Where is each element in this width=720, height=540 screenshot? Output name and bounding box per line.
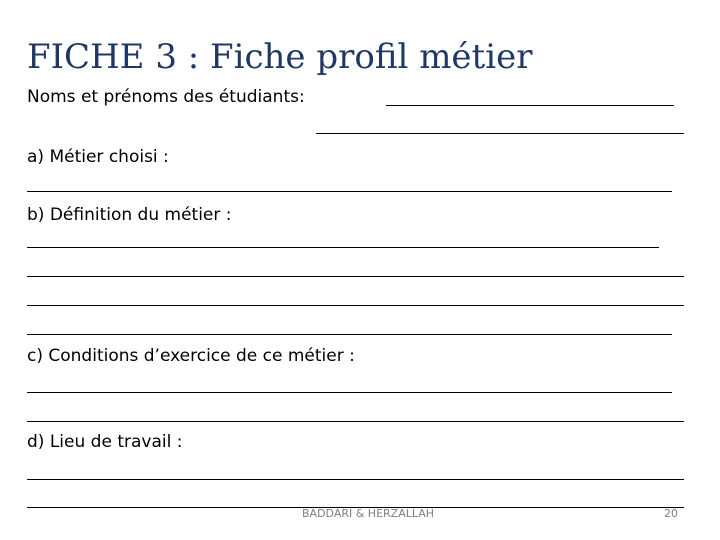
section-b-line-2[interactable] bbox=[27, 276, 684, 277]
section-b-line-1[interactable] bbox=[27, 247, 659, 248]
students-names-label: Noms et prénoms des étudiants: bbox=[27, 87, 305, 107]
section-c-label: c) Conditions d’exercice de ce métier : bbox=[27, 346, 355, 366]
section-d-label: d) Lieu de travail : bbox=[27, 432, 183, 452]
section-b-line-3[interactable] bbox=[27, 305, 684, 306]
section-c-line-1[interactable] bbox=[27, 392, 672, 393]
section-b-label: b) Définition du métier : bbox=[27, 205, 232, 225]
section-b-line-4[interactable] bbox=[27, 334, 672, 335]
students-names-line-1[interactable] bbox=[386, 105, 674, 106]
students-names-line-2[interactable] bbox=[316, 133, 684, 134]
slide-title: FICHE 3 : Fiche profil métier bbox=[27, 37, 533, 77]
section-a-line-1[interactable] bbox=[27, 191, 672, 192]
section-c-line-2[interactable] bbox=[27, 421, 684, 422]
section-a-label: a) Métier choisi : bbox=[27, 147, 169, 167]
section-d-line-1[interactable] bbox=[27, 479, 684, 480]
page-number: 20 bbox=[664, 507, 678, 520]
footer-authors: BADDARI & HERZALLAH bbox=[302, 507, 435, 520]
